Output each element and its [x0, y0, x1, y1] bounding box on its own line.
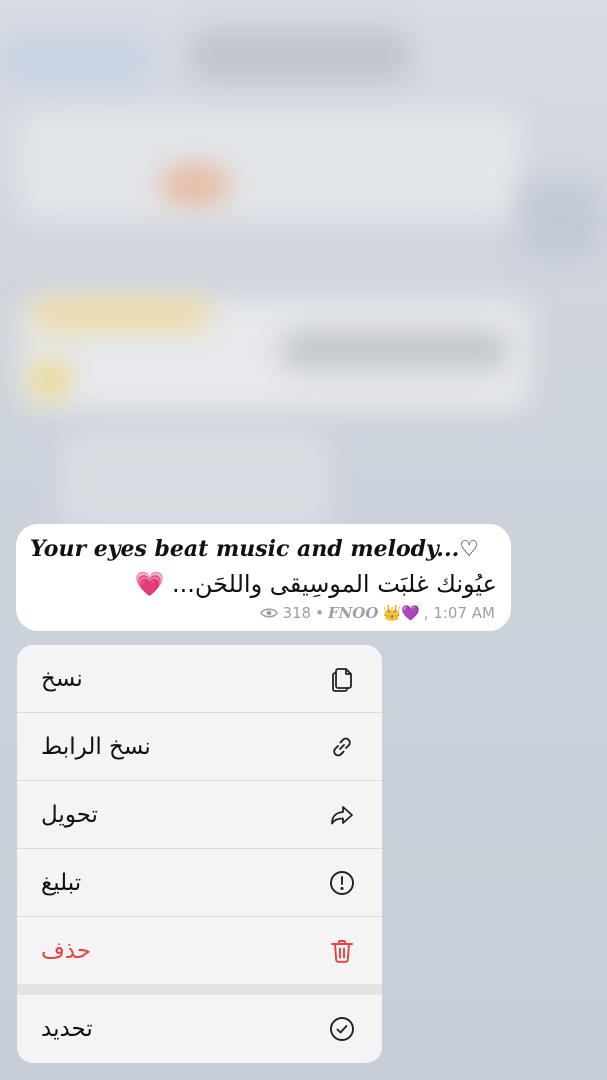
forward-icon	[328, 801, 356, 829]
message-meta	[260, 604, 495, 622]
menu-item-report[interactable]	[17, 849, 382, 916]
trash-icon	[328, 937, 356, 965]
message-arabic-line: عيُونك غلبَت الموسِيقى واللحَن...	[172, 570, 497, 598]
menu-item-select[interactable]	[17, 995, 382, 1062]
menu-item-label: تحويل	[41, 801, 98, 828]
message-time: , 1:07 AM	[423, 604, 495, 622]
report-icon	[328, 869, 356, 897]
message-bubble[interactable]	[16, 524, 511, 631]
meta-separator: •	[315, 604, 324, 622]
menu-section-gap	[17, 984, 382, 995]
menu-item-label: نسخ الرابط	[41, 733, 151, 760]
select-icon	[328, 1015, 356, 1043]
author-name: FNOO	[327, 604, 379, 622]
author-emojis: 👑💜	[382, 604, 420, 622]
menu-item-label: حذف	[41, 937, 92, 964]
menu-item-copy-link[interactable]	[17, 713, 382, 780]
menu-item-label: تبليغ	[41, 869, 82, 896]
menu-item-label: نسخ	[41, 665, 83, 692]
copy-icon	[328, 665, 356, 693]
message-arabic-text	[27, 570, 497, 598]
eye-icon	[260, 607, 278, 619]
menu-item-forward[interactable]	[17, 781, 382, 848]
menu-item-label: تحديد	[41, 1015, 93, 1042]
message-english-text: Your eyes beat music and melody...♡	[30, 536, 480, 562]
context-menu	[17, 645, 382, 1063]
menu-item-copy[interactable]	[17, 645, 382, 712]
heart-emoji: 💗	[134, 570, 165, 598]
view-count: 318	[282, 604, 312, 622]
link-icon	[328, 733, 356, 761]
menu-item-delete[interactable]	[17, 917, 382, 984]
